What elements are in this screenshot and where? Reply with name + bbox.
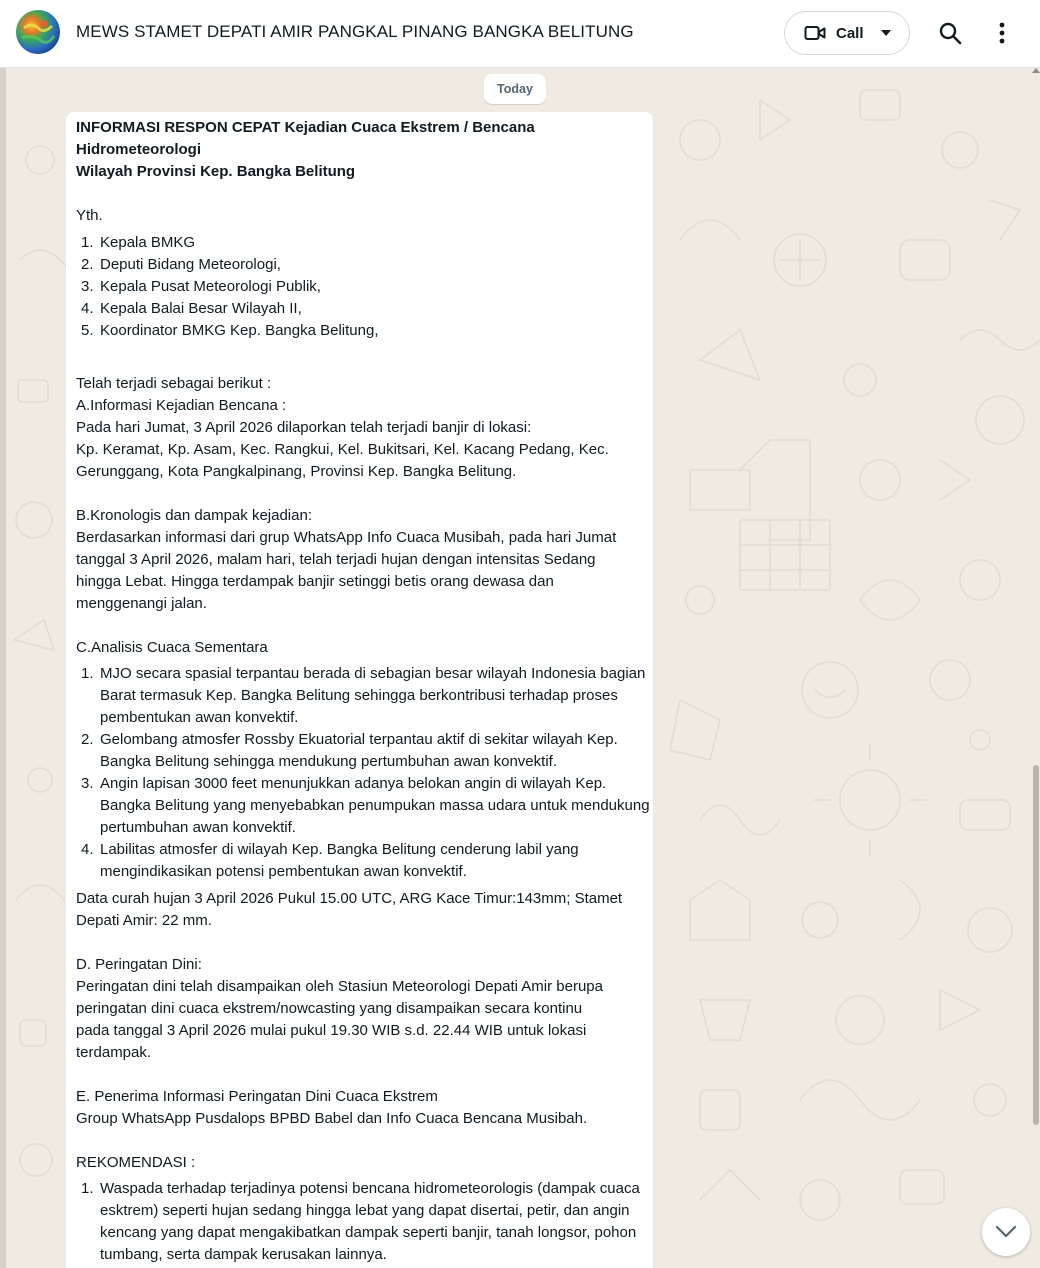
chat-header <box>0 0 1040 68</box>
weather-map-icon <box>16 10 60 54</box>
section-a-title: A.Informasi Kejadian Bencana : <box>76 397 287 414</box>
call-label: Call <box>836 24 864 42</box>
chevron-down-icon <box>995 1225 1017 1239</box>
rainfall-line: Depati Amir: 22 mm. <box>76 912 212 929</box>
recommendations-title: REKOMENDASI : <box>76 1154 196 1171</box>
rainfall-line: Data curah hujan 3 April 2026 Pukul 15.00 UTC, ARG Kace Timur:143mm; Stamet <box>76 890 623 907</box>
group-avatar[interactable] <box>16 10 60 54</box>
recipient-list <box>76 232 650 342</box>
section-c-title: C.Analisis Cuaca Sementara <box>76 639 268 656</box>
section-e-title: E. Penerima Informasi Peringatan Dini Cuaca Ekstrem <box>76 1088 438 1105</box>
list-item: 4. Kepala Balai Besar Wilayah II, <box>81 300 302 317</box>
section-b-line: hingga Lebat. Hingga terdampak banjir setinggi betis orang dewasa dan <box>76 573 554 590</box>
list-item: 3. Angin lapisan 3000 feet menunjukkan adanya belokan angin di wilayah Kep. Bangka Belitung yang menyebabkan penumpukan massa udara untuk mendukung pertumbuhan awan konvektif. <box>81 775 650 836</box>
date-chip: Today <box>484 74 546 104</box>
section-b-line: menggenangi jalan. <box>76 595 207 612</box>
list-item: 5. Koordinator BMKG Kep. Bangka Belitung, <box>81 322 379 339</box>
section-a-line: Pada hari Jumat, 3 April 2026 dilaporkan telah terjadi banjir di lokasi: <box>76 419 532 436</box>
scroll-up-arrow-icon[interactable] <box>1032 68 1040 73</box>
list-item: 1. Kepala BMKG <box>81 234 196 251</box>
section-e-line: Group WhatsApp Pusdalops BPBD Babel dan Info Cuaca Bencana Musibah. <box>76 1110 588 1127</box>
analysis-list <box>76 663 650 883</box>
message-heading-line: INFORMASI RESPON CEPAT Kejadian Cuaca Ekstrem / Bencana <box>76 119 535 136</box>
section-b-line: Berdasarkan informasi dari grup WhatsApp Info Cuaca Musibah, pada hari Jumat <box>76 529 617 546</box>
list-item: 2. Gelombang atmosfer Rossby Ekuatorial terpantau aktif di sekitar wilayah Kep. Bangka Belitung sehingga mendukung pertumbuhan awan konvektif. <box>81 731 618 770</box>
section-a-line: Kp. Keramat, Kp. Asam, Kec. Rangkui, Kel. Bukitsari, Kel. Kacang Pedang, Kec. <box>76 441 609 458</box>
section-d-line: terdampak. <box>76 1044 152 1061</box>
list-item: 2. Deputi Bidang Meteorologi, <box>81 256 281 273</box>
section-d-line: pada tanggal 3 April 2026 mulai pukul 19.30 WIB s.d. 22.44 WIB untuk lokasi <box>76 1022 587 1039</box>
section-b-line: tanggal 3 April 2026, malam hari, telah terjadi hujan dengan intensitas Sedang <box>76 551 596 568</box>
list-item: 1. MJO secara spasial terpantau berada di sebagian besar wilayah Indonesia bagian Barat termasuk Kep. Bangka Belitung sehingga berkontribusi terhadap proses pembentukan awan konvektif. <box>81 665 646 726</box>
menu-button[interactable] <box>987 18 1017 48</box>
section-d-line: Peringatan dini telah disampaikan oleh Stasiun Meteorologi Depati Amir berupa <box>76 978 603 995</box>
search-button[interactable] <box>935 18 965 48</box>
section-d-title: D. Peringatan Dini: <box>76 956 202 973</box>
video-camera-icon <box>804 25 826 41</box>
section-b-title: B.Kronologis dan dampak kejadian: <box>76 507 312 524</box>
message-text <box>76 117 650 1266</box>
section-a-line: Gerunggang, Kota Pangkalpinang, Provinsi Kep. Bangka Belitung. <box>76 463 517 480</box>
message-heading-line: Wilayah Provinsi Kep. Bangka Belitung <box>76 163 356 180</box>
recommendation-list <box>76 1178 650 1266</box>
list-item: 1. Waspada terhadap terjadinya potensi bencana hidrometeorologis (dampak cuaca esktrem) seperti hujan sedang hingga lebat yang dapat disertai, petir, dan angin kencang yang dapat mengakibatkan dampak seperti banjir, tanah longsor, pohon tumbang, serta dampak kerusakan lainnya. <box>81 1180 640 1263</box>
intro-line: Telah terjadi sebagai berikut : <box>76 375 272 392</box>
more-vertical-icon <box>999 22 1005 44</box>
salutation: Yth. <box>76 207 103 224</box>
chevron-down-icon <box>881 30 891 36</box>
scroll-to-bottom-button[interactable] <box>982 1208 1030 1256</box>
search-icon <box>938 21 962 45</box>
chat-title[interactable]: MEWS STAMET DEPATI AMIR PANGKAL PINANG BANGKA BELITUNG <box>76 22 634 41</box>
scrollbar-thumb[interactable] <box>1033 765 1039 1125</box>
message-heading-line: Hidrometeorologi <box>76 141 202 158</box>
call-button[interactable] <box>784 11 910 55</box>
list-item: 3. Kepala Pusat Meteorologi Publik, <box>81 278 321 295</box>
section-d-line: peringatan dini cuaca ekstrem/nowcasting yang disampaikan secara kontinu <box>76 1000 583 1017</box>
list-item: 4. Labilitas atmosfer di wilayah Kep. Bangka Belitung cenderung labil yang mengindikasikan potensi pembentukan awan konvektif. <box>81 841 579 880</box>
